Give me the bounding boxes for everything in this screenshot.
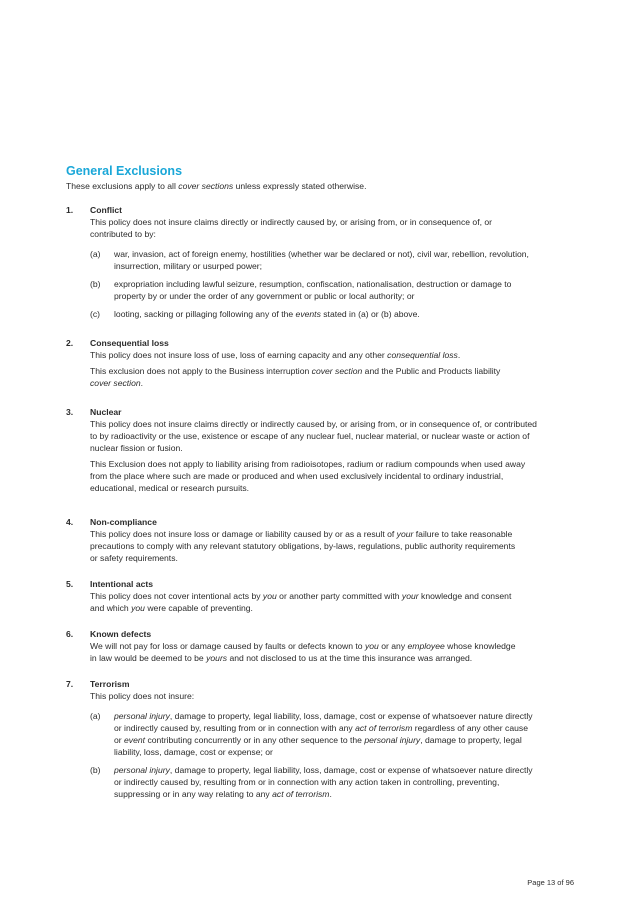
body-line: nuclear fission or fusion.: [90, 443, 183, 453]
section-body: [90, 640, 576, 664]
sub-letter: (b): [90, 765, 101, 775]
sub-line: or indirectly caused by, resulting from or in connection with any action taken in controlling, preventing,: [114, 777, 500, 787]
sub-letter: (c): [90, 309, 101, 319]
text-run: or: [114, 735, 125, 745]
sub-letter: (a): [90, 249, 101, 259]
text-em: personal injury: [364, 735, 421, 745]
body-line: This Exclusion does not apply to liability arising from radioisotopes, radium or radium compounds when used away: [90, 459, 526, 469]
text-run: This policy does not cover intentional acts by: [90, 591, 263, 601]
text-run: , damage to property, legal liability, loss, damage, cost or expense of whatsoever nature directly: [169, 711, 533, 721]
text-em: cover section: [311, 366, 363, 376]
text-run: or indirectly caused by, resulting from or in connection with any: [114, 723, 356, 733]
sub-line: [114, 308, 576, 320]
sub-line: war, invasion, act of foreign enemy, hostilities (whether war be declared or not), civil war, rebellion, revolution,: [114, 249, 529, 259]
text-run: failure to take reasonable: [413, 529, 513, 539]
text-run: .: [140, 378, 144, 388]
text-em: personal injury: [114, 765, 170, 775]
sub-line: expropriation including lawful seizure, resumption, confiscation, nationalisation, destruction or damage to: [114, 279, 512, 289]
sub-line: liability, loss, damage, cost or expense; or: [114, 747, 273, 757]
page-title: General Exclusions: [66, 164, 183, 178]
sub-item-a: [90, 248, 576, 272]
section-number: 5.: [66, 579, 74, 589]
text-run: looting, sacking or pillaging following any of the: [114, 309, 296, 319]
sub-line: [114, 764, 576, 776]
body-line: This policy does not insure claims directly or indirectly caused by, or arising from, or in consequence of, or: [90, 217, 493, 227]
section-heading: Terrorism: [90, 679, 130, 689]
body-line: [90, 528, 576, 540]
text-em: employee: [407, 641, 445, 651]
paragraph: [90, 458, 576, 494]
text-run: This policy does not insure loss of use, loss of earning capacity and any other: [90, 350, 388, 360]
text-run: regardless of any other cause: [412, 723, 528, 733]
text-run: contributing concurrently or in any other sequence to the: [145, 735, 365, 745]
section-heading: Nuclear: [90, 407, 122, 417]
body-line: [90, 640, 576, 652]
text-run: We will not pay for loss or damage caused by faults or defects known to: [90, 641, 365, 651]
section-number: 7.: [66, 679, 74, 689]
text-run: .: [329, 789, 332, 799]
sub-line: [114, 710, 576, 722]
sub-line: insurrection, military or usurped power;: [114, 261, 263, 271]
body-line: [90, 602, 576, 614]
text-em: personal injury: [114, 711, 170, 721]
section-body: [90, 216, 576, 320]
text-em: your: [401, 591, 419, 601]
text-em: yours: [206, 653, 228, 663]
paragraph: [90, 365, 576, 389]
text-run: or any: [378, 641, 408, 651]
text-run: in law would be deemed to be: [90, 653, 207, 663]
text-em: cover section: [90, 378, 141, 388]
body-line: [90, 377, 576, 389]
text-run: .: [457, 350, 461, 360]
text-em: you: [364, 641, 379, 651]
body-line: [90, 349, 576, 361]
intro-pre: These exclusions apply to all: [66, 181, 179, 191]
page-number: Page 13 of 96: [527, 878, 574, 887]
sub-line: property by or under the order of any government or public or local authority; or: [114, 291, 415, 301]
text-run: This exclusion does not apply to the Business interruption: [90, 366, 312, 376]
section-number: 2.: [66, 338, 74, 348]
text-run: knowledge and consent: [418, 591, 512, 601]
text-em: you: [131, 603, 145, 613]
text-em: act of terrorism: [355, 723, 413, 733]
intro-post: unless expressly stated otherwise.: [233, 181, 367, 191]
section-heading: Known defects: [90, 629, 152, 639]
paragraph: [90, 349, 576, 361]
text-run: , damage to property, legal liability, loss, damage, cost or expense of whatsoever nature directly: [169, 765, 533, 775]
text-run: and which: [90, 603, 132, 613]
section-heading: Non-compliance: [90, 517, 157, 527]
section-number: 6.: [66, 629, 74, 639]
text-em: act of terrorism: [272, 789, 330, 799]
body-line: [90, 652, 576, 664]
text-em: events: [295, 309, 321, 319]
text-em: event: [124, 735, 146, 745]
section-number: 1.: [66, 205, 74, 215]
sub-line: [114, 722, 576, 734]
section-heading: Consequential loss: [90, 338, 169, 348]
intro-text: [66, 180, 366, 192]
body-line: This policy does not insure:: [90, 691, 195, 701]
text-run: and not disclosed to us at the time this insurance was arranged.: [227, 653, 473, 663]
text-run: , damage to property, legal: [420, 735, 522, 745]
text-run: were capable of preventing.: [144, 603, 253, 613]
text-em: consequential loss: [387, 350, 458, 360]
intro-em: cover sections: [178, 181, 234, 191]
body-line: from the place where such are made or produced and when used exclusively incidental to ordinary industrial,: [90, 471, 504, 481]
section-body: [90, 590, 576, 614]
sub-item-c: [90, 308, 576, 320]
body-line: or safety requirements.: [90, 553, 178, 563]
section-body: [90, 418, 576, 494]
text-em: you: [262, 591, 277, 601]
sub-item-b: [90, 764, 576, 800]
body-line: precautions to comply with any relevant statutory obligations, by-laws, regulations, public authority requirements: [90, 541, 516, 551]
text-run: stated in (a) or (b) above.: [320, 309, 420, 319]
text-run: or another party committed with: [276, 591, 402, 601]
section-body: [90, 528, 576, 564]
sub-item-a: [90, 710, 576, 758]
body-line: contributed to by:: [90, 229, 156, 239]
text-run: whose knowledge: [444, 641, 516, 651]
section-body: [90, 690, 576, 800]
section-number: 3.: [66, 407, 74, 417]
body-line: to by radioactivity or the use, existence or escape of any nuclear fuel, nuclear material, or nuclear waste or action of: [90, 431, 530, 441]
section-body: [90, 349, 576, 389]
text-run: This policy does not insure loss or damage or liability caused by or as a result of: [90, 529, 397, 539]
sub-line: [114, 788, 576, 800]
body-line: This policy does not insure claims directly or indirectly caused by, or arising from, or in consequence of, or contributed: [90, 419, 537, 429]
body-line: [90, 365, 576, 377]
sub-letter: (b): [90, 279, 101, 289]
text-run: suppressing or in any way relating to any: [114, 789, 273, 799]
sub-letter: (a): [90, 711, 101, 721]
paragraph: [90, 418, 576, 454]
text-em: your: [396, 529, 414, 539]
text-run: and the Public and Products liability: [362, 366, 501, 376]
body-line: educational, medical or research pursuits.: [90, 483, 250, 493]
sub-line: [114, 734, 576, 746]
section-heading: Conflict: [90, 205, 122, 215]
section-number: 4.: [66, 517, 74, 527]
body-line: [90, 590, 576, 602]
section-heading: Intentional acts: [90, 579, 154, 589]
sub-item-b: [90, 278, 576, 302]
